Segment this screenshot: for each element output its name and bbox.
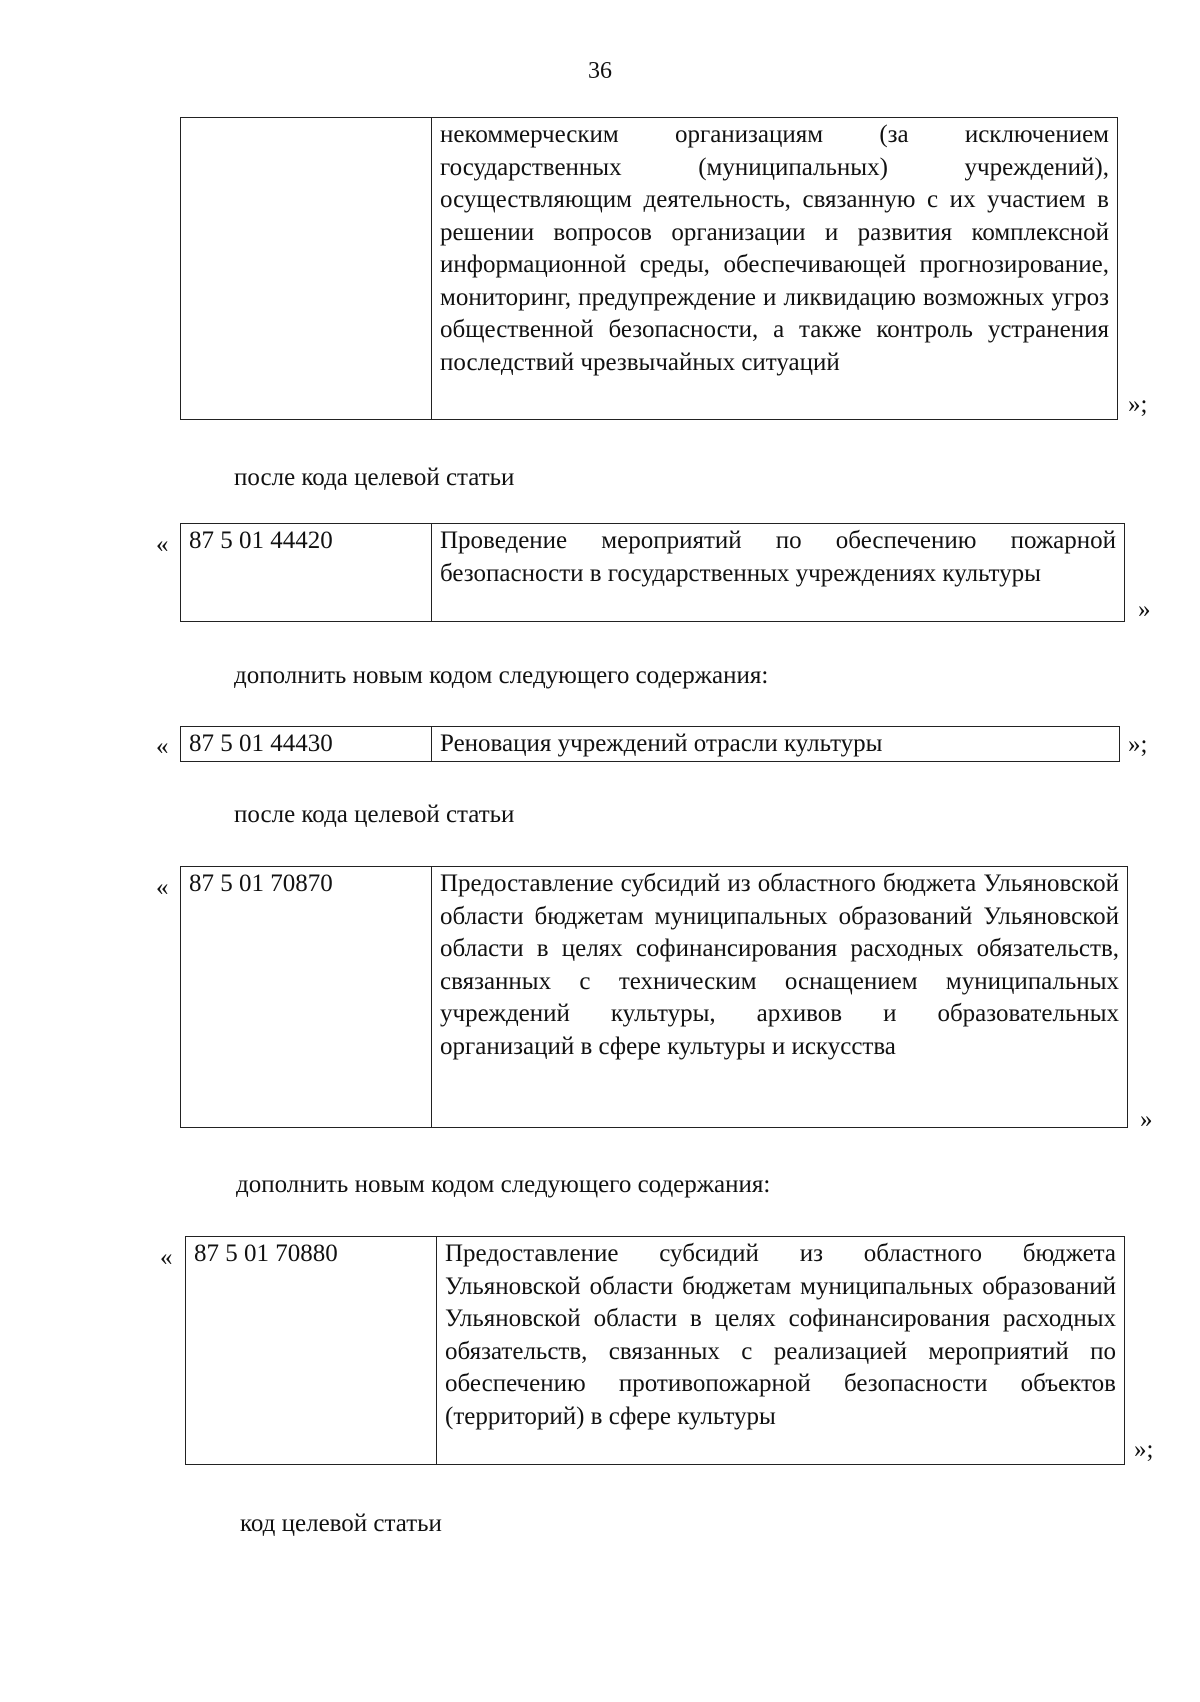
target-item-description: Предоставление субсидий из областного бюджета Ульяновской области бюджетам муниципальных образований Ульяновской области в целях софинансирования расходных обязательств, связанных с техническим оснащением муниципальных учреждений культуры, архивов и образовательных организаций в сфере культуры и искусства [432, 867, 1128, 1128]
target-item-description: Проведение мероприятий по обеспечению пожарной безопасности в государственных учреждениях культуры [432, 524, 1125, 622]
opening-quote: « [156, 874, 169, 901]
opening-quote: « [160, 1244, 173, 1271]
target-item-table [180, 866, 1128, 1128]
target-item-code: 87 5 01 44430 [181, 727, 432, 762]
table-row [181, 524, 1125, 622]
target-item-table [185, 1236, 1125, 1465]
page-number: 36 [588, 58, 612, 84]
target-item-table [180, 117, 1118, 420]
instruction-paragraph: дополнить новым кодом следующего содержания: [236, 1171, 771, 1198]
table-row [181, 118, 1118, 420]
instruction-paragraph: после кода целевой статьи [234, 464, 515, 491]
instruction-paragraph: после кода целевой статьи [234, 801, 515, 828]
target-item-table [180, 726, 1120, 762]
closing-quote: » [1140, 1106, 1153, 1133]
closing-quote: »; [1128, 391, 1148, 418]
target-item-code [181, 118, 432, 420]
table-row [181, 727, 1120, 762]
opening-quote: « [156, 733, 169, 760]
table-row [181, 867, 1128, 1128]
instruction-paragraph: дополнить новым кодом следующего содержания: [234, 662, 769, 689]
instruction-paragraph: код целевой статьи [240, 1510, 442, 1537]
target-item-code: 87 5 01 70870 [181, 867, 432, 1128]
target-item-code: 87 5 01 44420 [181, 524, 432, 622]
target-item-description: некоммерческим организациям (за исключением государственных (муниципальных) учреждений), осуществляющим деятельность, связанную с их участием в решении вопросов организации и развития комплексной информационной среды, обеспечивающей прогнозирование, мониторинг, предупреждение и ликвидацию возможных угроз общественной безопасности, а также контроль устранения последствий чрезвычайных ситуаций [432, 118, 1118, 420]
target-item-table [180, 523, 1125, 622]
closing-quote: »; [1128, 731, 1148, 758]
closing-quote: »; [1134, 1436, 1154, 1463]
target-item-description: Реновация учреждений отрасли культуры [432, 727, 1120, 762]
table-row [186, 1237, 1125, 1465]
target-item-code: 87 5 01 70880 [186, 1237, 437, 1465]
closing-quote: » [1138, 596, 1151, 623]
opening-quote: « [156, 531, 169, 558]
target-item-description: Предоставление субсидий из областного бюджета Ульяновской области бюджетам муниципальных образований Ульяновской области в целях софинансирования расходных обязательств, связанных с реализацией мероприятий по обеспечению противопожарной безопасности объектов (территорий) в сфере культуры [437, 1237, 1125, 1465]
